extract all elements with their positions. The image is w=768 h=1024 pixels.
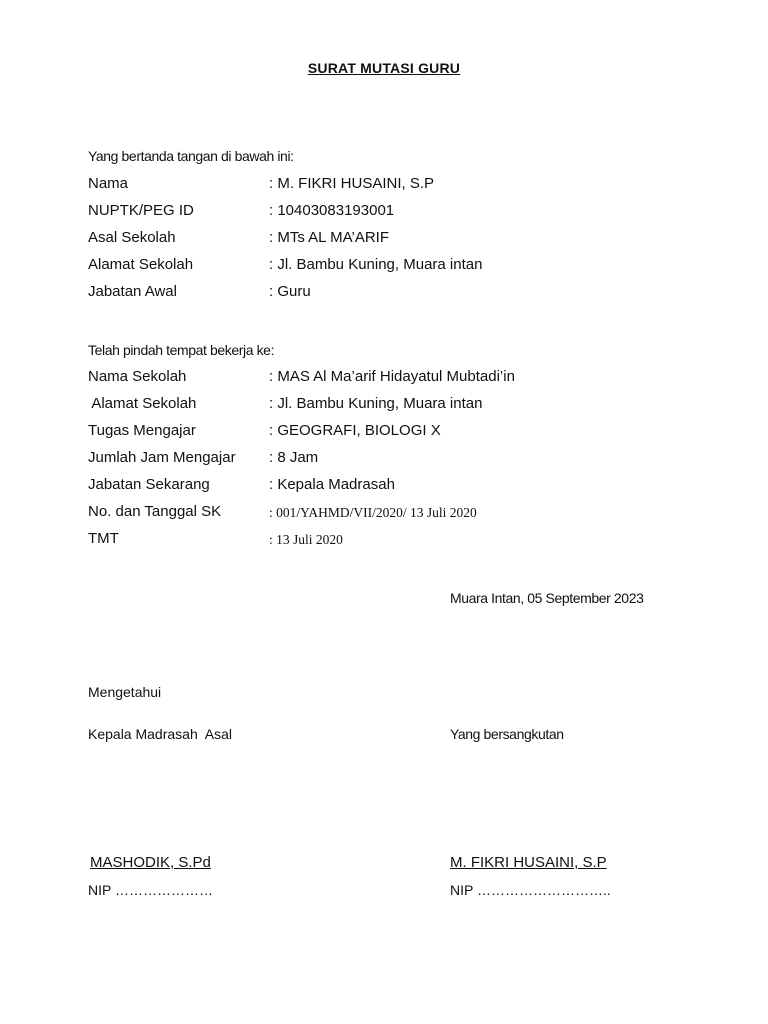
field-row-jabatan-sekarang: [88, 476, 688, 498]
field-value: : M. FIKRI HUSAINI, S.P: [269, 175, 435, 192]
field-value: : MAS Al Ma’arif Hidayatul Mubtadi’in: [269, 368, 515, 385]
field-label: Nama: [88, 175, 129, 192]
intro-text: Yang bertanda tangan di bawah ini:: [88, 148, 294, 164]
field-value: : Guru: [269, 283, 311, 300]
field-value: : 13 Juli 2020: [269, 532, 343, 547]
field-label: Asal Sekolah: [88, 229, 176, 246]
transfer-intro-text: Telah pindah tempat bekerja ke:: [88, 342, 275, 358]
field-value: : MTs AL MA’ARIF: [269, 229, 390, 246]
field-label: Jumlah Jam Mengajar: [88, 449, 236, 466]
field-label: Tugas Mengajar: [88, 422, 196, 439]
field-row-nuptk: [88, 202, 688, 224]
place-date: Muara Intan, 05 September 2023: [450, 590, 644, 606]
field-value: : Kepala Madrasah: [269, 476, 395, 493]
field-row-alamat-sekolah: [88, 256, 688, 278]
signature-left-title: Kepala Madrasah Asal: [88, 726, 232, 742]
field-row-jabatan-awal: [88, 283, 688, 305]
signature-left-name: MASHODIK, S.Pd: [90, 854, 211, 871]
signature-right-nip: NIP ………………………..: [450, 882, 611, 898]
field-value: : GEOGRAFI, BIOLOGI X: [269, 422, 441, 439]
field-row-no-sk: [88, 503, 688, 525]
signature-left-nip: NIP …………………: [88, 882, 213, 898]
field-value: : 001/YAHMD/VII/2020/ 13 Juli 2020: [269, 505, 477, 520]
field-value: : Jl. Bambu Kuning, Muara intan: [269, 395, 483, 412]
field-label: Alamat Sekolah: [88, 395, 197, 412]
field-label: Jabatan Awal: [88, 283, 177, 300]
field-label: TMT: [88, 530, 119, 547]
field-value: : 8 Jam: [269, 449, 319, 466]
field-label: No. dan Tanggal SK: [88, 503, 222, 520]
field-label: Alamat Sekolah: [88, 256, 194, 273]
field-value: : 10403083193001: [269, 202, 395, 219]
acknowledged-label: Mengetahui: [88, 684, 162, 700]
field-row-asal-sekolah: [88, 229, 688, 251]
document-title: SURAT MUTASI GURU: [307, 60, 461, 76]
field-row-nama: [88, 175, 688, 197]
field-row-jumlah-jam: [88, 449, 688, 471]
field-row-alamat-sekolah-baru: [88, 395, 688, 417]
signature-right-name: M. FIKRI HUSAINI, S.P: [450, 854, 607, 871]
field-row-tugas-mengajar: [88, 422, 688, 444]
field-label: NUPTK/PEG ID: [88, 202, 194, 219]
signature-right-title: Yang bersangkutan: [450, 726, 564, 742]
field-row-tmt: [88, 530, 688, 552]
field-label: Jabatan Sekarang: [88, 476, 210, 493]
field-row-nama-sekolah: [88, 368, 688, 390]
field-label: Nama Sekolah: [88, 368, 187, 385]
field-value: : Jl. Bambu Kuning, Muara intan: [269, 256, 483, 273]
